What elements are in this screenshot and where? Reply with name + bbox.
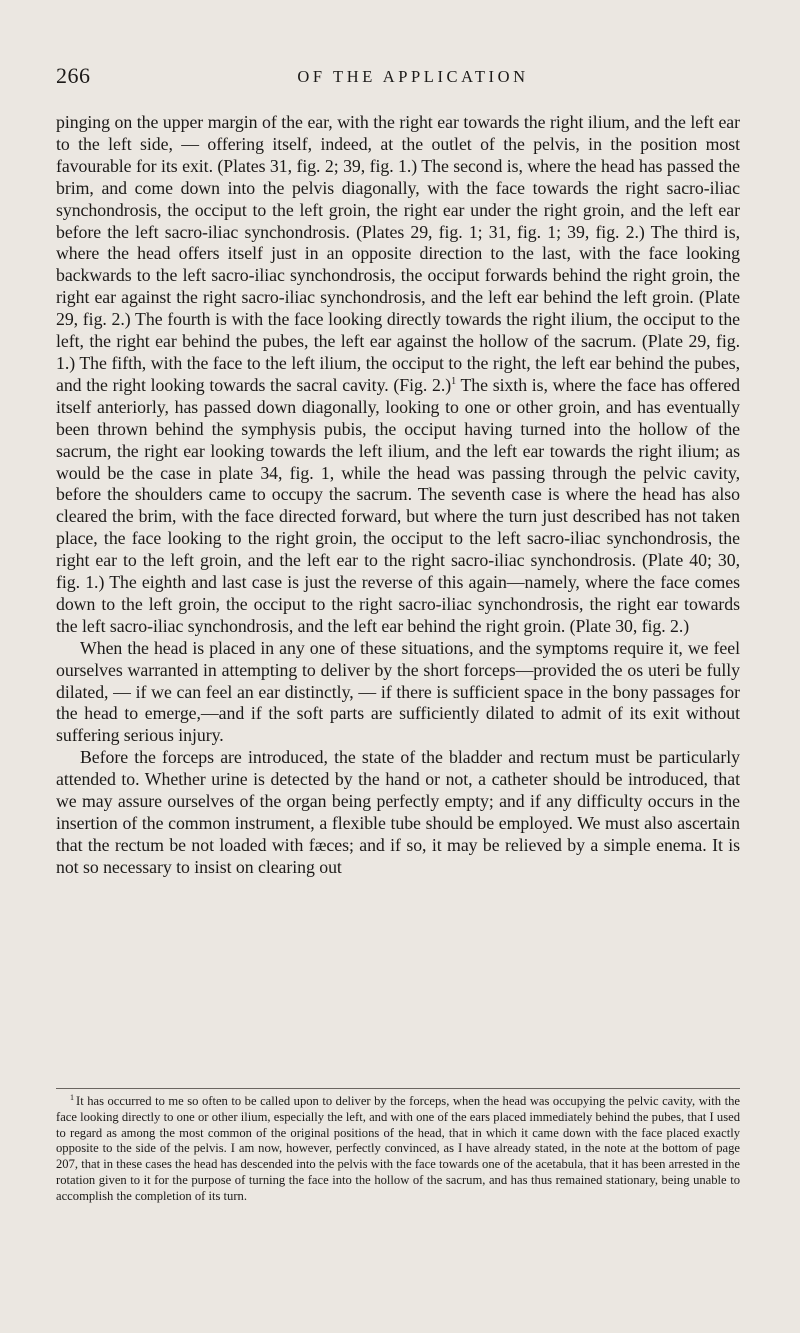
footnote-reference: 1 [451, 375, 457, 387]
paragraph-1-text: pinging on the upper margin of the ear, with the right ear towards the right ilium, and the left ear to the left side, — offering itself, indeed, at the outlet of the pelvis, in the position most favourable for its exit. (Plates 31, fig. 2; 39, fig. 1.) The second is, where the head has passed the brim, and come down into the pelvis diagonally, with the face towards the right sacro-iliac synchondrosis, the occiput to the left groin, the right ear under the right groin, and the left ear before the left sacro-iliac synchondrosis. (Plates 29, fig. 1; 31, fig. 1; 39, fig. 2.) The third is, where the head offers itself just in an opposite direction to the last, with the face looking backwards to the left sacro-iliac synchondrosis, the occiput forwards behind the right groin, the right ear against the right sacro-iliac synchondrosis, and the left ear behind the left groin. (Plate 29, fig. 2.) The fourth is with the face looking directly towards the right ilium, the occiput to the left, the right ear behind the pubes, the left ear against the hollow of the sacrum. (Plate 29, fig. 1.) The fifth, with the face to the left ilium, the occiput to the right, the left ear behind the pubes, and the right looking towards the sacral cavity. (Fig. 2.) [56, 112, 740, 395]
page-number: 266 [56, 63, 91, 88]
paragraph-2: When the head is placed in any one of these situations, and the symptoms require it, we feel ourselves warranted in attempting to deliver by the short forceps—provided the os uteri be fully dilated, — if we can feel an ear distinctly, — if there is sufficient space in the bony passages for the head to emerge,—and if the soft parts are sufficiently dilated to admit of its exit without suffering serious injury. [56, 637, 740, 746]
running-head [56, 63, 740, 91]
paragraph-3: Before the forceps are introduced, the state of the bladder and rectum must be particularly attended to. Whether urine is detected by the hand or not, a catheter should be introduced, that we may assure ourselves of the organ being perfectly empty; and if any difficulty occurs in the insertion of the common instrument, a flexible tube should be employed. We must also ascertain that the rectum be not loaded with fæces; and if so, it may be relieved by a simple enema. It is not so necessary to insist on clearing out [56, 747, 740, 877]
footnote [56, 1094, 740, 1205]
footnote-text: It has occurred to me so often to be called upon to deliver by the forceps, when the head was occupying the pelvic cavity, with the face looking directly to one or other ilium, especially the left, and with one of the ears placed immediately behind the pubes, that I used to regard as among the most common of the original positions of the head, that in which it came down with the face placed exactly opposite to the side of the pelvis. I am now, however, perfectly convinced, as I have already stated, in the note at the bottom of page 207, that in these cases the head has descended into the pelvis with the face towards one of the acetabula, that it has been arrested in the rotation given to it for the purpose of turning the face into the hollow of the sacrum, and has thus remained stationary, being unable to accomplish the completion of its turn. [56, 1094, 740, 1203]
paragraph-1-continued: The sixth is, where the face has offered itself anteriorly, has passed down diagonally, looking to one or other groin, and has eventually been thrown behind the symphysis pubis, the occiput having turned into the hollow of the sacrum, the right ear looking towards the left ilium, and the left ear towards the right ilium; as would be the case in plate 34, fig. 1, while the head was passing through the pelvic cavity, before the shoulders came to occupy the sacrum. The seventh case is where the head has also cleared the brim, with the face directed forward, but where the turn just described has not taken place, the face looking to the right groin, the occiput to the left sacro-iliac synchondrosis, the right ear to the left groin, and the left ear to the right sacro-iliac synchondrosis. (Plate 40; 30, fig. 1.) The eighth and last case is just the reverse of this again—namely, where the face comes down to the left groin, the occiput to the right sacro-iliac synchondrosis, the right ear towards the left sacro-iliac synchondrosis, and the left ear behind the right groin. (Plate 30, fig. 2.) [56, 374, 740, 636]
body-text [56, 112, 740, 879]
footnote-divider [56, 1088, 740, 1089]
paragraph-1 [56, 112, 740, 638]
footnote-mark: 1 [70, 1092, 74, 1102]
running-title: OF THE APPLICATION [297, 67, 529, 86]
